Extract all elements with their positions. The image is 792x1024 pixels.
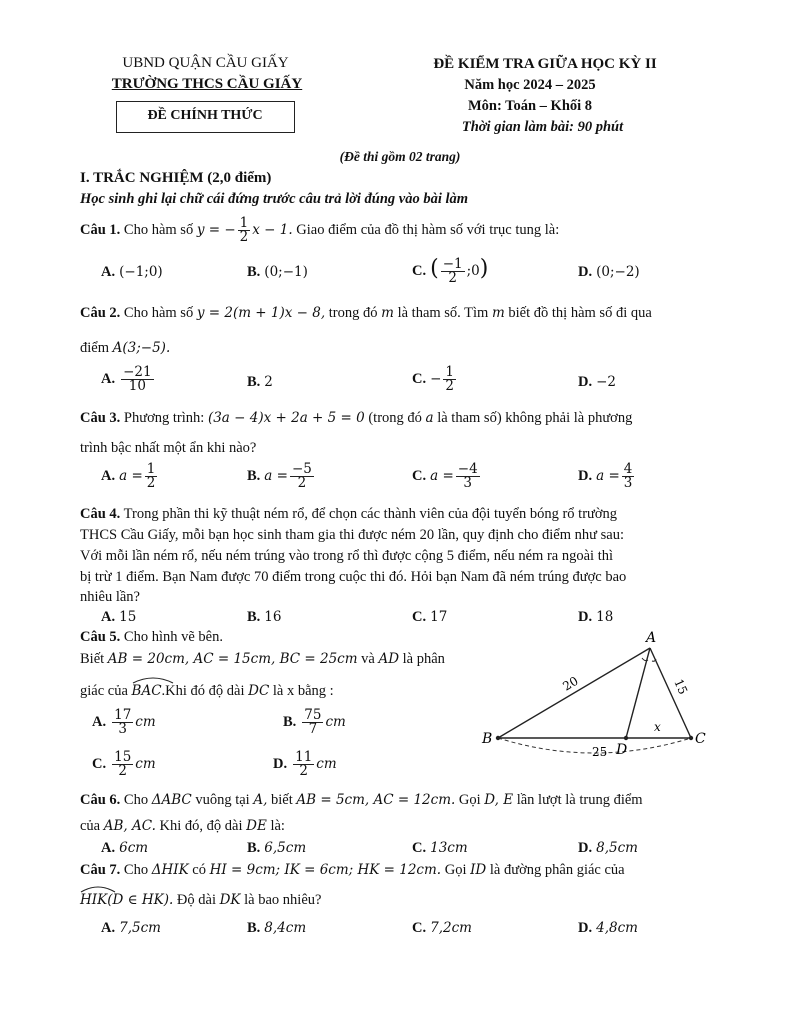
q5-option-a: A. $\frac{17}{3}$ cm [92, 707, 156, 737]
question-7-line2: HIK (D ∈ HK). Độ dài DK là bao nhiêu? [80, 892, 321, 909]
question-4-line3: Với mỗi lần ném rổ, nếu ném trúng vào trong rổ thì được cộng 5 điểm, nếu ném ra ngoài thì [80, 548, 613, 564]
q3-option-c: C. a = $\frac{-4}{3}$ [412, 461, 478, 491]
question-5-line2: Biết AB = 20cm, AC = 15cm, BC = 25cm và AD là phân [80, 651, 445, 667]
q6-option-a: A. 6cm [101, 840, 149, 856]
label-b: B [482, 731, 493, 747]
angle-arc-2 [652, 659, 656, 661]
q2-option-b: B. 2 [247, 374, 273, 390]
q2-option-a: A. $\frac{-21}{10}$ [101, 364, 152, 394]
question-4-line2: THCS Cầu Giấy, mỗi bạn học sinh tham gia thi được ném 20 lần, quy định cho điểm như sau: [80, 527, 624, 543]
q4-option-c: C. 17 [412, 609, 448, 625]
question-5: Câu 5. Cho hình vẽ bên. [80, 629, 223, 645]
label-bc: 25 [592, 745, 608, 759]
q7-option-c: C. 7,2cm [412, 920, 472, 936]
question-6-line2: của AB, AC. Khi đó, độ dài DE là: [80, 818, 285, 834]
q1-option-d: D. (0;−2) [578, 264, 640, 280]
question-text: Giao điểm của đồ thị hàm số với trục tung là: [296, 221, 560, 238]
angle-bac: BAC [132, 683, 162, 699]
question-4-line4: bị trừ 1 điểm. Bạn Nam được 70 điểm trong cuộc thi đó. Hỏi bạn Nam đã ném trúng được bao [80, 569, 627, 585]
segment-ab [498, 648, 650, 738]
q6-option-b: B. 6,5cm [247, 840, 307, 856]
label-ab: 20 [560, 673, 581, 694]
q3-option-d: D. a = $\frac{4}{3}$ [578, 461, 633, 491]
exam-time: Thời gian làm bài: 90 phút [461, 119, 624, 135]
question-3: Câu 3. Phương trình: (3a − 4)x + 2a + 5 = 0 (trong đó a là tham số) không phải là phương [80, 410, 633, 426]
angle-hat [80, 885, 116, 893]
section-title: I. TRẮC NGHIỆM (2,0 điểm) [80, 170, 272, 186]
school-name: TRƯỜNG THCS CẦU GIẤY [111, 76, 303, 92]
q6-option-c: C. 13cm [412, 840, 468, 856]
label-d: D [616, 742, 628, 758]
question-2: Câu 2. Cho hàm số y = 2(m + 1)x − 8, trong đó m là tham số. Tìm m biết đồ thị hàm số đi qua [80, 305, 652, 321]
section-instruction: Học sinh ghi lại chữ cái đứng trước câu trả lời đúng vào bài làm [80, 191, 469, 207]
question-text: Cho hàm số [123, 221, 194, 238]
math-expr: y = − [196, 221, 236, 238]
label-ac: 15 [671, 676, 691, 697]
segment-ad [626, 648, 650, 738]
q3-option-b: B. a = $\frac{-5}{2}$ [247, 461, 312, 491]
q4-option-b: B. 16 [247, 609, 282, 625]
q2-option-d: D. −2 [578, 374, 617, 390]
q7-option-d: D. 4,8cm [578, 920, 638, 936]
question-3-line2: trình bậc nhất một ẩn khi nào? [80, 440, 257, 456]
q5-option-c: C. $\frac{15}{2}$ cm [92, 749, 156, 779]
fraction: $\frac{1}{2}$ [239, 215, 249, 245]
q6-option-d: D. 8,5cm [578, 840, 638, 856]
question-1 [80, 217, 559, 244]
q3-option-a: A. a = $\frac{1}{2}$ [101, 461, 156, 491]
label-x: x [654, 720, 661, 734]
triangle-figure [478, 628, 718, 768]
math-expr: x − 1. [252, 221, 293, 238]
question-2-line2: điểm A(3;−5). [80, 340, 171, 356]
q5-option-b: B. $\frac{75}{7}$ cm [283, 707, 346, 737]
angle-hat [132, 676, 174, 684]
exam-title: ĐỀ KIỂM TRA GIỮA HỌC KỲ II [433, 56, 657, 72]
q2-option-c: C. − $\frac{1}{2}$ [412, 364, 455, 394]
question-6: Câu 6. Cho ΔABC vuông tại A, biết AB = 5cm, AC = 12cm. Gọi D, E lần lượt là trung điểm [80, 792, 643, 808]
q7-option-a: A. 7,5cm [101, 920, 161, 936]
question-4-line5: nhiêu lần? [80, 589, 140, 605]
district-name: UBND QUẬN CẦU GIẤY [122, 55, 289, 71]
label-a: A [646, 630, 657, 646]
question-label: Câu 1. [80, 221, 121, 238]
school-year: Năm học 2024 – 2025 [464, 77, 596, 93]
question-4-line1: Câu 4. Trong phần thi kỹ thuật ném rổ, để chọn các thành viên của đội tuyển bóng rổ trường [80, 506, 618, 522]
q4-option-d: D. 18 [578, 609, 614, 625]
q5-option-d: D. $\frac{11}{2}$ cm [273, 749, 337, 779]
q7-option-b: B. 8,4cm [247, 920, 307, 936]
q1-option-a: A. (−1;0) [101, 264, 163, 280]
q4-option-a: A. 15 [101, 609, 137, 625]
official-label: ĐỀ CHÍNH THỨC [147, 108, 263, 123]
question-7: Câu 7. Cho ΔHIK có HI = 9cm; IK = 6cm; HK = 12cm. Gọi ID là đường phân giác của [80, 862, 625, 878]
q1-option-b: B. (0;−1) [247, 264, 308, 280]
subject: Môn: Toán – Khối 8 [467, 98, 593, 114]
pages-note: (Đề thi gồm 02 trang) [339, 149, 461, 164]
angle-hik: HIK [80, 892, 107, 908]
label-c: C [695, 731, 706, 747]
q1-option-c: C. ( $\frac{-1}{2}$ ;0) [412, 256, 489, 287]
question-5-line3: giác của BAC .Khi đó độ dài DC là x bằng : [80, 683, 334, 700]
